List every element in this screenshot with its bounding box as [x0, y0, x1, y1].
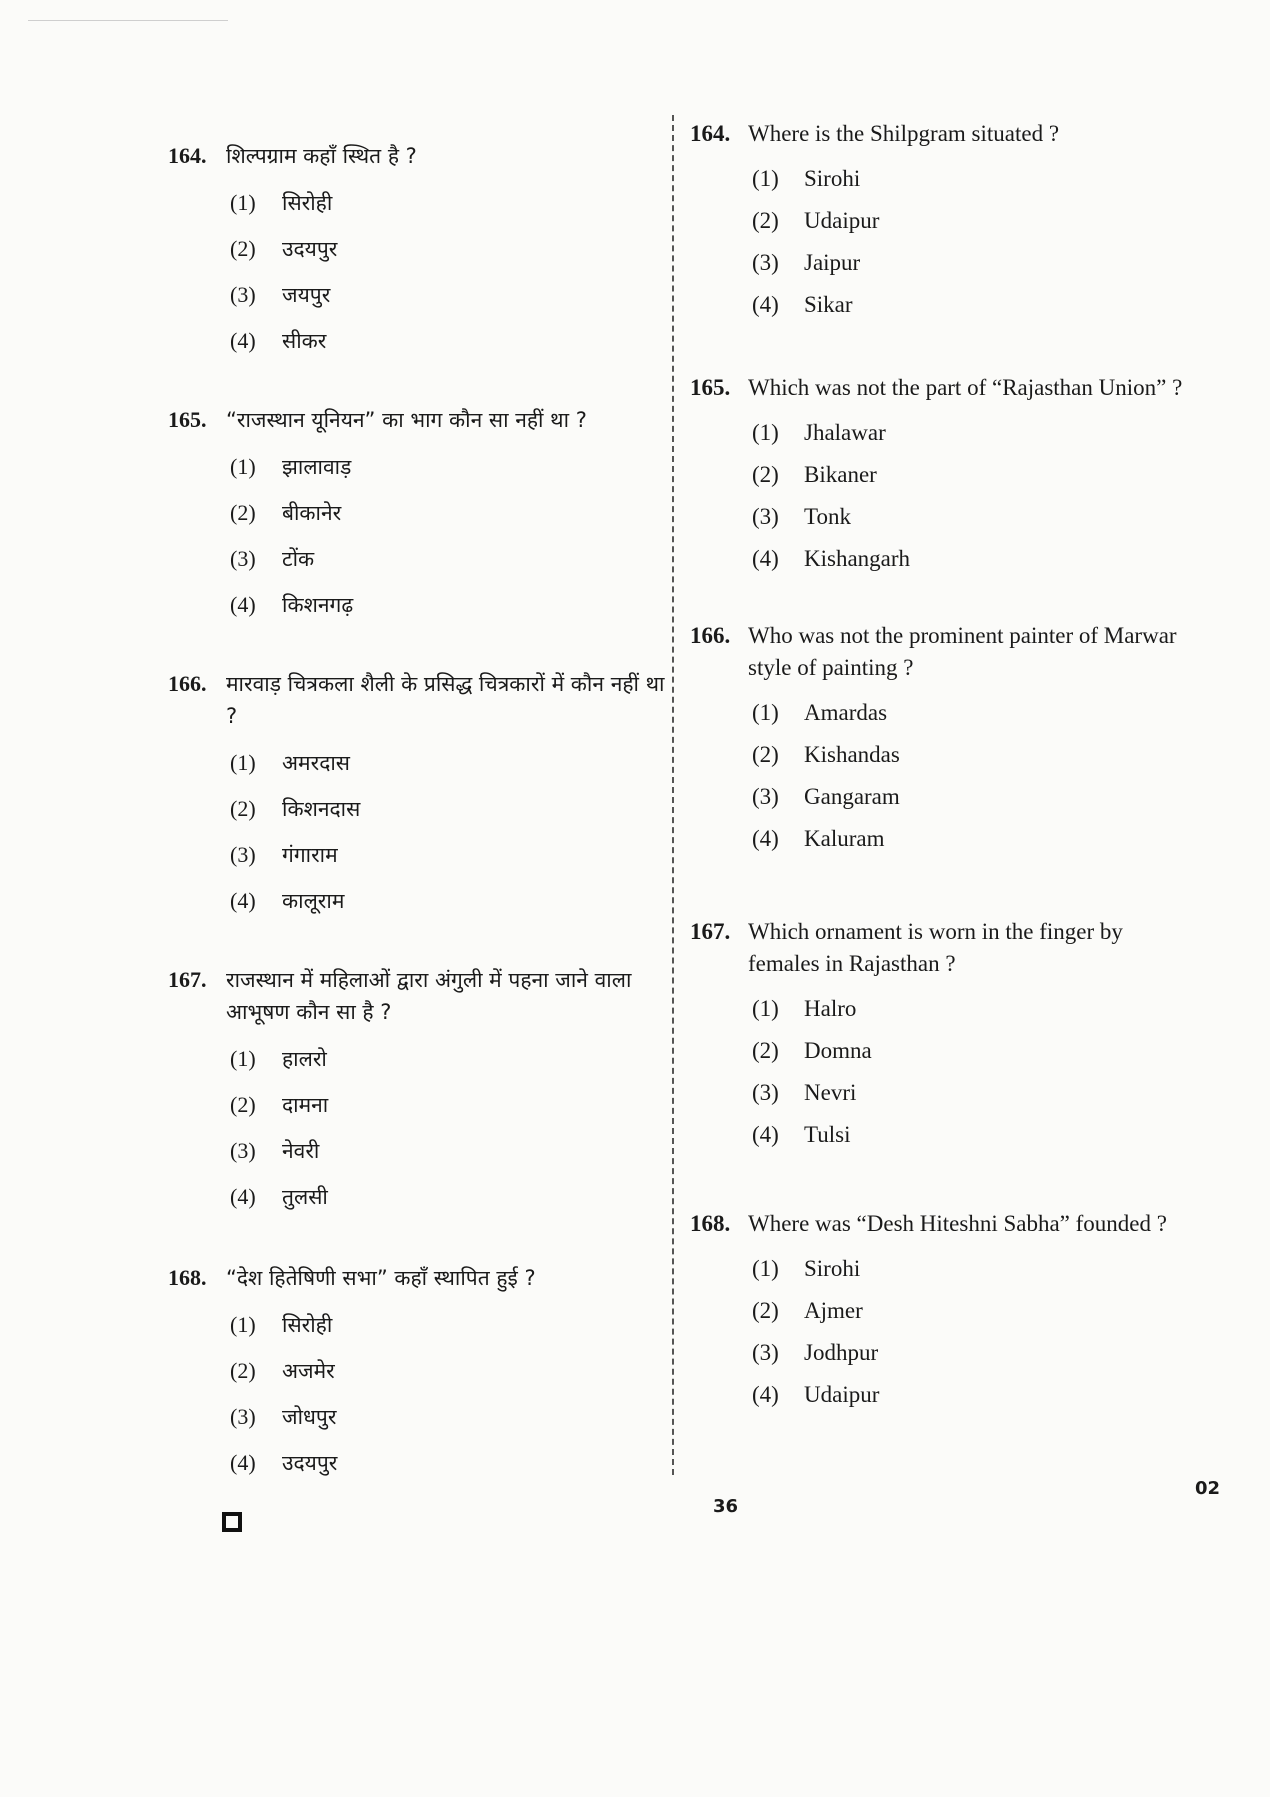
- option-label: जयपुर: [282, 283, 331, 307]
- options-list: [752, 692, 1200, 860]
- option-label: किशनगढ़: [282, 593, 354, 617]
- option-number: (1): [230, 190, 256, 215]
- option-item: [752, 776, 1200, 818]
- option-label: अजमेर: [282, 1359, 335, 1383]
- option-item: [752, 1248, 1200, 1290]
- option-label: Jhalawar: [804, 420, 886, 445]
- question-text: “देश हितेषिणी सभा” कहाँ स्थापित हुई ?: [226, 1266, 536, 1290]
- question-text: मारवाड़ चित्रकला शैली के प्रसिद्ध चित्रकारों में कौन नहीं था ?: [226, 672, 665, 728]
- question-header: [168, 964, 668, 1028]
- hindi-column: [168, 140, 668, 1486]
- question-header: [690, 916, 1200, 980]
- option-label: Domna: [804, 1038, 872, 1063]
- question-header: [690, 1208, 1200, 1240]
- option-label: Sirohi: [804, 1256, 861, 1281]
- option-number: (2): [230, 796, 256, 821]
- option-item: [752, 454, 1200, 496]
- option-number: (1): [752, 420, 779, 445]
- options-list: [752, 158, 1200, 326]
- option-label: Bikaner: [804, 462, 877, 487]
- question-block: [690, 118, 1200, 326]
- option-number: (4): [230, 1184, 256, 1209]
- option-number: (3): [230, 1404, 256, 1429]
- option-number: (3): [752, 1080, 779, 1105]
- question-number: 165.: [168, 407, 207, 432]
- question-header: [690, 372, 1200, 404]
- option-number: (2): [230, 1358, 256, 1383]
- option-item: [752, 242, 1200, 284]
- option-number: (3): [752, 784, 779, 809]
- question-number: 164.: [690, 121, 731, 146]
- option-item: [230, 1394, 668, 1440]
- question-text: Which ornament is worn in the finger by females in Rajasthan ?: [748, 919, 1123, 976]
- option-label: सिरोही: [282, 191, 333, 215]
- question-number: 164.: [168, 143, 207, 168]
- option-label: Kishandas: [804, 742, 900, 767]
- option-label: टोंक: [282, 547, 315, 571]
- question-block: [168, 404, 668, 628]
- option-label: दामना: [282, 1093, 329, 1117]
- option-number: (1): [752, 996, 779, 1021]
- question-number: 167.: [690, 919, 731, 944]
- option-number: (2): [230, 1092, 256, 1117]
- question-number: 166.: [690, 623, 731, 648]
- option-item: [230, 536, 668, 582]
- option-label: Jodhpur: [804, 1340, 879, 1365]
- question-header: [690, 620, 1200, 684]
- option-item: [230, 582, 668, 628]
- question-block: [690, 916, 1200, 1156]
- option-number: (3): [752, 250, 779, 275]
- option-number: (1): [230, 1312, 256, 1337]
- option-item: [752, 1290, 1200, 1332]
- option-label: सिरोही: [282, 1313, 333, 1337]
- option-label: तुलसी: [282, 1185, 328, 1209]
- option-item: [752, 538, 1200, 580]
- option-label: Udaipur: [804, 1382, 880, 1407]
- option-label: Jaipur: [804, 250, 861, 275]
- option-label: उदयपुर: [282, 1451, 338, 1475]
- option-item: [230, 1174, 668, 1220]
- option-item: [230, 1036, 668, 1082]
- question-text: Who was not the prominent painter of Marwar style of painting ?: [748, 623, 1177, 680]
- scan-edge-line: [28, 20, 228, 21]
- question-block: [690, 372, 1200, 580]
- option-number: (1): [230, 454, 256, 479]
- option-item: [230, 1348, 668, 1394]
- option-number: (3): [230, 1138, 256, 1163]
- option-label: Sirohi: [804, 166, 861, 191]
- option-number: (4): [752, 546, 779, 571]
- question-number: 168.: [168, 1265, 207, 1290]
- question-block: [690, 1208, 1200, 1416]
- question-header: [168, 140, 668, 172]
- option-number: (4): [752, 1122, 779, 1147]
- option-number: (2): [752, 742, 779, 767]
- question-header: [168, 404, 668, 436]
- english-column: [690, 118, 1200, 1416]
- question-block: [168, 140, 668, 364]
- option-label: किशनदास: [282, 797, 361, 821]
- option-number: (1): [230, 750, 256, 775]
- booklet-code: 02: [1195, 1478, 1221, 1499]
- option-item: [752, 1030, 1200, 1072]
- option-label: Gangaram: [804, 784, 900, 809]
- option-number: (1): [752, 166, 779, 191]
- option-item: [752, 200, 1200, 242]
- option-item: [752, 818, 1200, 860]
- question-text: शिल्पग्राम कहाँ स्थित है ?: [226, 144, 417, 168]
- option-number: (4): [230, 328, 256, 353]
- question-number: 168.: [690, 1211, 731, 1236]
- question-number: 165.: [690, 375, 731, 400]
- option-item: [752, 1374, 1200, 1416]
- options-list: [230, 1302, 668, 1486]
- option-item: [230, 272, 668, 318]
- option-label: Udaipur: [804, 208, 880, 233]
- question-text: Where is the Shilpgram situated ?: [748, 121, 1060, 146]
- option-item: [230, 832, 668, 878]
- registration-square-mark: [222, 1512, 242, 1532]
- option-label: जोधपुर: [282, 1405, 337, 1429]
- option-item: [230, 490, 668, 536]
- option-item: [230, 318, 668, 364]
- option-number: (1): [752, 700, 779, 725]
- option-number: (4): [230, 888, 256, 913]
- option-number: (1): [752, 1256, 779, 1281]
- option-number: (2): [752, 1298, 779, 1323]
- question-block: [168, 1262, 668, 1486]
- option-number: (2): [752, 462, 779, 487]
- option-label: Ajmer: [804, 1298, 863, 1323]
- option-item: [230, 180, 668, 226]
- option-label: कालूराम: [282, 889, 345, 913]
- option-item: [230, 878, 668, 924]
- option-label: Tulsi: [804, 1122, 851, 1147]
- question-number: 166.: [168, 671, 207, 696]
- option-label: Kishangarh: [804, 546, 911, 571]
- option-item: [752, 692, 1200, 734]
- question-text: Where was “Desh Hiteshni Sabha” founded ?: [748, 1211, 1167, 1236]
- option-label: Amardas: [804, 700, 888, 725]
- question-block: [690, 620, 1200, 860]
- option-label: गंगाराम: [282, 843, 338, 867]
- option-number: (2): [752, 1038, 779, 1063]
- option-item: [230, 1128, 668, 1174]
- options-list: [752, 1248, 1200, 1416]
- option-number: (2): [752, 208, 779, 233]
- option-label: Kaluram: [804, 826, 885, 851]
- option-number: (4): [752, 1382, 779, 1407]
- option-item: [752, 1332, 1200, 1374]
- option-number: (3): [230, 282, 256, 307]
- option-label: Sikar: [804, 292, 853, 317]
- question-block: [168, 964, 668, 1220]
- option-label: Halro: [804, 996, 857, 1021]
- option-item: [230, 786, 668, 832]
- question-text: राजस्थान में महिलाओं द्वारा अंगुली में पहना जाने वाला आभूषण कौन सा है ?: [226, 968, 632, 1024]
- option-item: [752, 734, 1200, 776]
- option-number: (3): [230, 546, 256, 571]
- page-number: 36: [713, 1496, 739, 1517]
- options-list: [230, 740, 668, 924]
- option-number: (4): [230, 1450, 256, 1475]
- option-label: बीकानेर: [282, 501, 342, 525]
- option-number: (3): [752, 1340, 779, 1365]
- option-label: उदयपुर: [282, 237, 338, 261]
- option-label: अमरदास: [282, 751, 350, 775]
- options-list: [230, 180, 668, 364]
- option-item: [752, 496, 1200, 538]
- options-list: [752, 412, 1200, 580]
- option-item: [230, 1302, 668, 1348]
- option-item: [230, 1082, 668, 1128]
- option-number: (3): [752, 504, 779, 529]
- option-item: [752, 1114, 1200, 1156]
- option-number: (1): [230, 1046, 256, 1071]
- option-item: [752, 284, 1200, 326]
- question-number: 167.: [168, 967, 207, 992]
- options-list: [230, 1036, 668, 1220]
- question-text: “राजस्थान यूनियन” का भाग कौन सा नहीं था ?: [226, 408, 587, 432]
- question-header: [168, 1262, 668, 1294]
- option-number: (4): [752, 292, 779, 317]
- option-label: Nevri: [804, 1080, 857, 1105]
- options-list: [230, 444, 668, 628]
- option-item: [752, 158, 1200, 200]
- option-item: [230, 740, 668, 786]
- column-divider: [672, 115, 674, 1475]
- option-item: [752, 412, 1200, 454]
- question-header: [168, 668, 668, 732]
- options-list: [752, 988, 1200, 1156]
- option-number: (3): [230, 842, 256, 867]
- option-label: नेवरी: [282, 1139, 320, 1163]
- question-header: [690, 118, 1200, 150]
- option-item: [230, 444, 668, 490]
- option-label: हालरो: [282, 1047, 327, 1071]
- option-number: (2): [230, 500, 256, 525]
- option-number: (4): [230, 592, 256, 617]
- option-item: [752, 1072, 1200, 1114]
- option-label: झालावाड़: [282, 455, 352, 479]
- option-label: Tonk: [804, 504, 851, 529]
- option-number: (2): [230, 236, 256, 261]
- question-text: Which was not the part of “Rajasthan Union” ?: [748, 375, 1183, 400]
- question-block: [168, 668, 668, 924]
- option-item: [752, 988, 1200, 1030]
- option-label: सीकर: [282, 329, 327, 353]
- option-item: [230, 226, 668, 272]
- option-number: (4): [752, 826, 779, 851]
- option-item: [230, 1440, 668, 1486]
